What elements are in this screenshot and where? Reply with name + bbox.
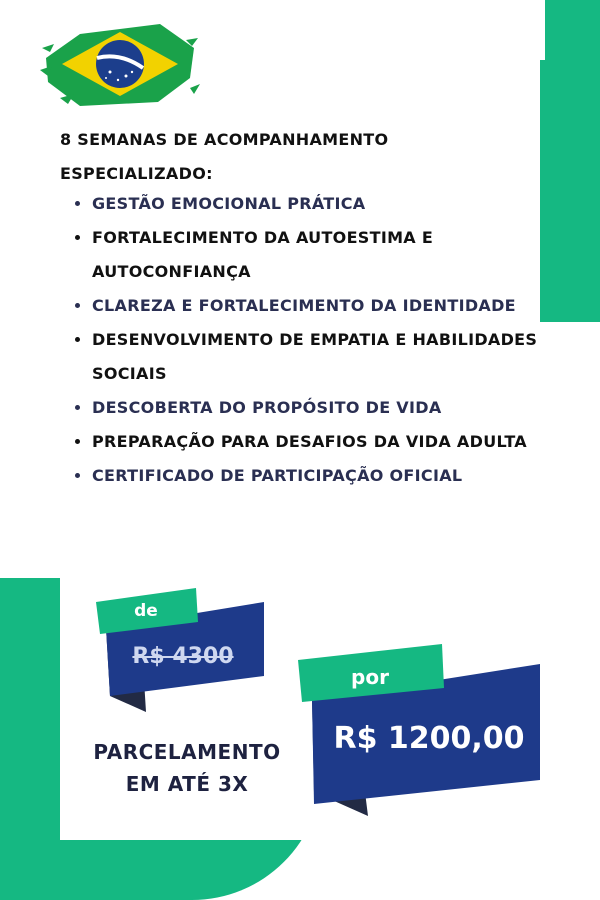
list-item: • GESTÃO EMOCIONAL PRÁTICA: [92, 187, 562, 221]
old-price-label: de: [134, 601, 158, 621]
new-price-label: por: [351, 665, 389, 689]
list-item: • DESENVOLVIMENTO DE EMPATIA E HABILIDADES SOCIAIS: [92, 323, 562, 391]
list-item: • PREPARAÇÃO PARA DESAFIOS DA VIDA ADULTA: [92, 425, 562, 459]
old-price-value: R$ 4300: [132, 643, 234, 669]
program-heading: 8 SEMANAS DE ACOMPANHAMENTO ESPECIALIZADO:: [60, 130, 389, 183]
list-item: • CERTIFICADO DE PARTICIPAÇÃO OFICIAL: [92, 459, 562, 493]
list-item: • DESCOBERTA DO PROPÓSITO DE VIDA: [92, 391, 562, 425]
benefits-list: [60, 187, 562, 493]
list-item: • FORTALECIMENTO DA AUTOESTIMA E AUTOCONFIANÇA: [92, 221, 562, 289]
installments-text: PARCELAMENTO EM ATÉ 3X: [93, 740, 281, 796]
new-price-value: R$ 1200,00: [333, 720, 525, 756]
brazil-flag-icon: [40, 18, 200, 110]
list-item: • CLAREZA E FORTALECIMENTO DA IDENTIDADE: [92, 289, 562, 323]
